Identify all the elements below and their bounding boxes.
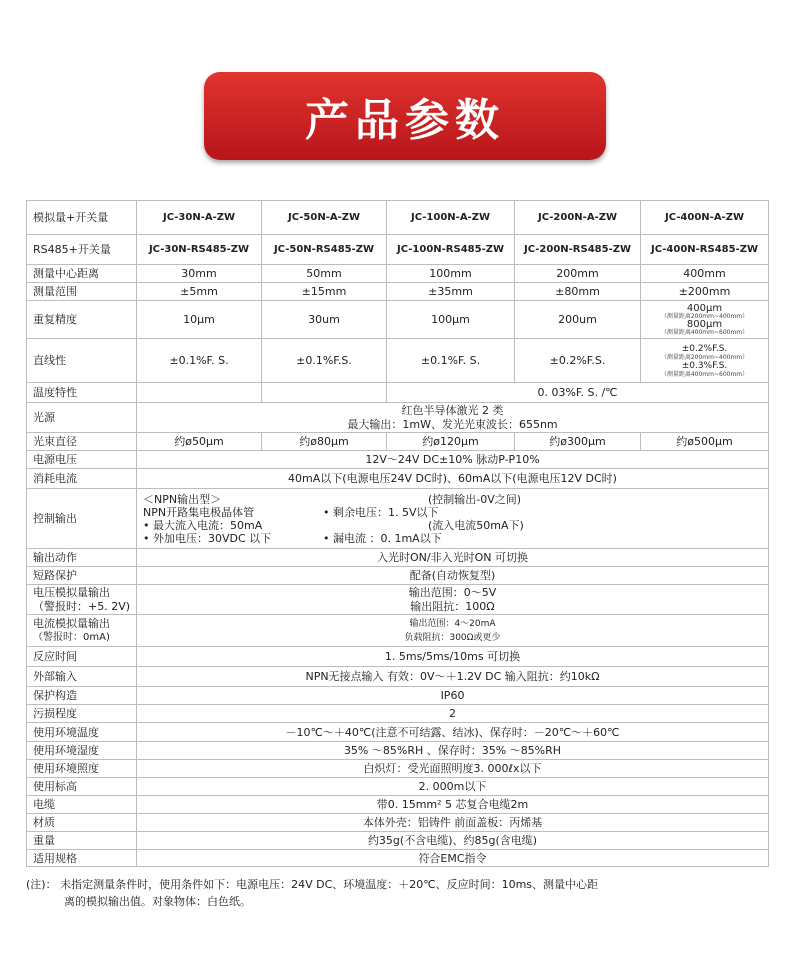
value-cell: IP60 (137, 687, 769, 705)
table-row (27, 549, 769, 567)
value-cell: 12V～24V DC±10% 脉动P-P10% (137, 451, 769, 469)
model-cell: JC-100N-A-ZW (387, 201, 515, 235)
value-cell (137, 489, 769, 549)
table-row (27, 403, 769, 433)
value-line: 800μm (686, 318, 723, 330)
value-cell-multi (641, 301, 769, 339)
model-cell: JC-30N-RS485-ZW (137, 235, 262, 265)
value-cell: 50mm (262, 265, 387, 283)
table-row (27, 832, 769, 850)
table-row (27, 760, 769, 778)
value-line: • 漏电流 ：0. 1mA以下 (323, 531, 442, 545)
row-label: 光束直径 (27, 433, 137, 451)
model-cell: JC-100N-RS485-ZW (387, 235, 515, 265)
value-cell-multi (641, 339, 769, 383)
row-label: 污损程度 (27, 705, 137, 723)
table-row (27, 235, 769, 265)
spec-table (26, 200, 769, 867)
table-row (27, 687, 769, 705)
value-cell: NPN无接点输入 有效：0V～＋1.2V DC 输入阻抗：约10kΩ (137, 667, 769, 687)
value-line: ±0.3%F.S. (681, 360, 728, 371)
value-cell: 白炽灯：受光面照明度3. 000ℓx以下 (137, 760, 769, 778)
value-cell: 入光时ON/非入光时ON 可切换 (137, 549, 769, 567)
row-label: 控制输出 (27, 489, 137, 549)
value-cell: 40mA以下(电源电压24V DC时)、60mA以下(电源电压12V DC时) (137, 469, 769, 489)
model-cell: JC-50N-RS485-ZW (262, 235, 387, 265)
table-row (27, 723, 769, 742)
table-row (27, 433, 769, 451)
value-line: 红色半导体激光 2 类 (401, 403, 504, 417)
value-cell: 约ø500μm (641, 433, 769, 451)
table-row (27, 814, 769, 832)
row-label: 电缆 (27, 796, 137, 814)
value-cell: 0. 03%F. S. /℃ (387, 383, 769, 403)
model-cell: JC-200N-A-ZW (515, 201, 641, 235)
row-label: 测量中心距离 (27, 265, 137, 283)
value-cell: ±200mm (641, 283, 769, 301)
value-cell: 带0. 15mm² 5 芯复合电缆2m (137, 796, 769, 814)
value-cell: ±0.1%F.S. (262, 339, 387, 383)
value-cell: 约ø50μm (137, 433, 262, 451)
value-cell: －10℃～＋40℃(注意不可结露、结冰)、保存时：－20℃～＋60℃ (137, 723, 769, 742)
row-label: 使用环境照度 (27, 760, 137, 778)
row-label: 保护构造 (27, 687, 137, 705)
value-cell: 200mm (515, 265, 641, 283)
table-row (27, 850, 769, 867)
row-label: 温度特性 (27, 383, 137, 403)
value-cell (137, 403, 769, 433)
value-cell: 本体外壳：铝铸件 前面盖板：丙烯基 (137, 814, 769, 832)
label-line: 电压模拟量输出 (33, 585, 110, 599)
value-cell: 配备(自动恢复型) (137, 567, 769, 585)
row-label: 适用规格 (27, 850, 137, 867)
value-cell: 约35g(不含电缆)、约85g(含电缆) (137, 832, 769, 850)
value-cell: 2. 000m以下 (137, 778, 769, 796)
label-line: （警报时：0mA) (33, 631, 110, 643)
row-label: 直线性 (27, 339, 137, 383)
value-line: 输出范围：4～20mA (409, 618, 496, 629)
row-label: 使用标高 (27, 778, 137, 796)
value-cell: ±0.2%F.S. (515, 339, 641, 383)
value-cell (262, 383, 387, 403)
value-cell: 100mm (387, 265, 515, 283)
table-row (27, 585, 769, 615)
value-line: • 剩余电压：1. 5V以下 (323, 505, 439, 519)
value-line: • 外加电压：30VDC 以下 (143, 531, 272, 545)
value-line: 输出范围：0～5V (408, 585, 497, 599)
value-line: (流入电流50mA下) (428, 518, 524, 532)
value-cell (137, 585, 769, 615)
value-cell: ±80mm (515, 283, 641, 301)
table-row (27, 742, 769, 760)
table-row (27, 339, 769, 383)
table-row (27, 615, 769, 647)
row-label: 反应时间 (27, 647, 137, 667)
value-cell: 符合EMC指令 (137, 850, 769, 867)
value-note: （测量距离200mm~400mm） (660, 353, 749, 361)
value-cell: 30mm (137, 265, 262, 283)
value-line: NPN开路集电极晶体管 (143, 505, 255, 519)
table-row (27, 451, 769, 469)
table-row (27, 647, 769, 667)
value-note: （测量距离400mm~600mm） (660, 370, 749, 378)
table-row (27, 796, 769, 814)
table-row (27, 283, 769, 301)
footnote-line: 离的模拟输出值。对象物体：白色纸。 (64, 895, 251, 908)
table-row (27, 265, 769, 283)
footnote-line: (注)： 未指定测量条件时，使用条件如下：电源电压：24V DC、环境温度：＋20℃、反应时间：10ms、测量中心距 (26, 878, 599, 891)
page-title: 产品参数 (305, 95, 505, 146)
row-label: 外部输入 (27, 667, 137, 687)
label-line: （警报时：+5. 2V) (33, 599, 131, 613)
value-cell: 2 (137, 705, 769, 723)
table-row (27, 567, 769, 585)
model-cell: JC-30N-A-ZW (137, 201, 262, 235)
row-label (27, 615, 137, 647)
value-cell: 35% ～85%RH 、保存时：35% ～85%RH (137, 742, 769, 760)
value-cell: 约ø120μm (387, 433, 515, 451)
value-cell: ±5mm (137, 283, 262, 301)
value-cell: 30um (262, 301, 387, 339)
model-cell: JC-50N-A-ZW (262, 201, 387, 235)
table-row (27, 489, 769, 549)
table-row (27, 201, 769, 235)
value-line: ±0.2%F.S. (681, 343, 728, 354)
value-cell: ±0.1%F. S. (137, 339, 262, 383)
value-line: (控制输出-0V之间) (428, 492, 522, 506)
value-line: 最大输出：1mW、发光光束波长：655nm (347, 417, 558, 431)
value-line: ＜NPN输出型＞ (143, 492, 222, 506)
row-label: 光源 (27, 403, 137, 433)
value-cell: 200um (515, 301, 641, 339)
value-cell: ±15mm (262, 283, 387, 301)
row-label: 使用环境温度 (27, 723, 137, 742)
model-cell: JC-400N-RS485-ZW (641, 235, 769, 265)
value-cell: 1. 5ms/5ms/10ms 可切换 (137, 647, 769, 667)
value-line: • 最大流入电流：50mA (143, 518, 263, 532)
row-label (27, 585, 137, 615)
row-label: 重量 (27, 832, 137, 850)
row-label: 输出动作 (27, 549, 137, 567)
row-label: 短路保护 (27, 567, 137, 585)
row-label: 测量范围 (27, 283, 137, 301)
value-line: 输出阻抗：100Ω (410, 599, 495, 613)
row-label: 材质 (27, 814, 137, 832)
table-row (27, 778, 769, 796)
value-note: （测量距离200mm~400mm） (660, 312, 749, 320)
row-label: 模拟量+开关量 (27, 201, 137, 235)
value-cell: 100μm (387, 301, 515, 339)
label-line: 电流模拟量输出 (33, 616, 110, 630)
value-cell: 约ø300μm (515, 433, 641, 451)
value-line: 400μm (686, 302, 723, 314)
row-label: 使用环境湿度 (27, 742, 137, 760)
table-row (27, 383, 769, 403)
value-cell: ±35mm (387, 283, 515, 301)
value-line: 负载阻抗：300Ω或更少 (404, 632, 501, 643)
row-label: 重复精度 (27, 301, 137, 339)
value-cell: ±0.1%F. S. (387, 339, 515, 383)
table-row (27, 705, 769, 723)
row-label: RS485+开关量 (27, 235, 137, 265)
row-label: 电源电压 (27, 451, 137, 469)
table-row (27, 469, 769, 489)
title-banner (204, 72, 606, 160)
model-cell: JC-200N-RS485-ZW (515, 235, 641, 265)
value-note: （测量距离400mm~600mm） (660, 328, 749, 336)
value-cell: 10μm (137, 301, 262, 339)
table-row (27, 667, 769, 687)
footnote (26, 876, 766, 910)
value-cell: 约ø80μm (262, 433, 387, 451)
value-cell (137, 383, 262, 403)
row-label: 消耗电流 (27, 469, 137, 489)
value-cell (137, 615, 769, 647)
table-row (27, 301, 769, 339)
model-cell: JC-400N-A-ZW (641, 201, 769, 235)
value-cell: 400mm (641, 265, 769, 283)
